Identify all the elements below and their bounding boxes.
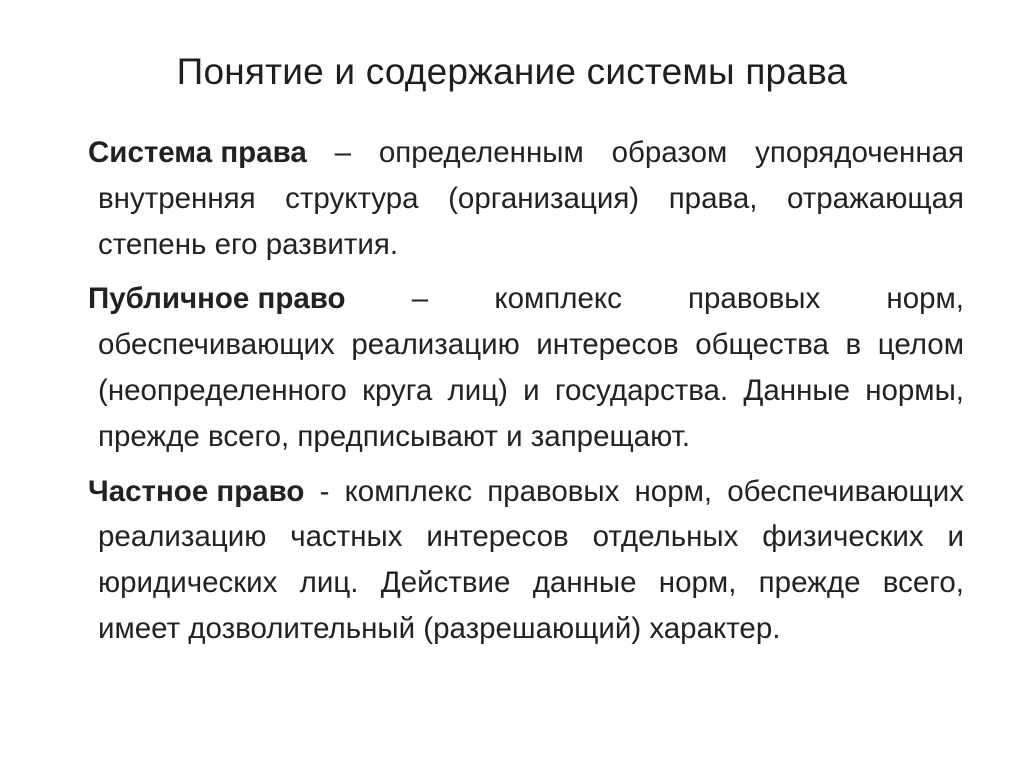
slide-title: Понятие и содержание системы права bbox=[176, 51, 848, 92]
definition-system-of-law bbox=[88, 130, 964, 267]
definition-public-law bbox=[88, 276, 964, 459]
definition-text-public-law: – комплекс правовых норм, обеспечивающих реализацию интересов общества в целом (неопределенного круга лиц) и государства. Данные нормы, прежде всего, предписывают и запрещают. bbox=[98, 282, 964, 453]
definition-private-law bbox=[88, 469, 964, 652]
definition-text-system-of-law: – определенным образом упорядоченная внутренняя структура (организация) права, отражающая степень его развития. bbox=[98, 136, 964, 261]
term-public-law: Публичное право bbox=[88, 282, 346, 316]
term-system-of-law: Система права bbox=[88, 136, 307, 169]
slide-content bbox=[88, 130, 964, 652]
term-private-law: Частное право bbox=[88, 474, 305, 508]
definition-text-private-law: - комплекс правовых норм, обеспечивающих реализацию частных интересов отдельных физических и юридических лиц. Действие данные норм, прежде всего, имеет дозволительный (разрешающий) характер. bbox=[98, 474, 964, 645]
